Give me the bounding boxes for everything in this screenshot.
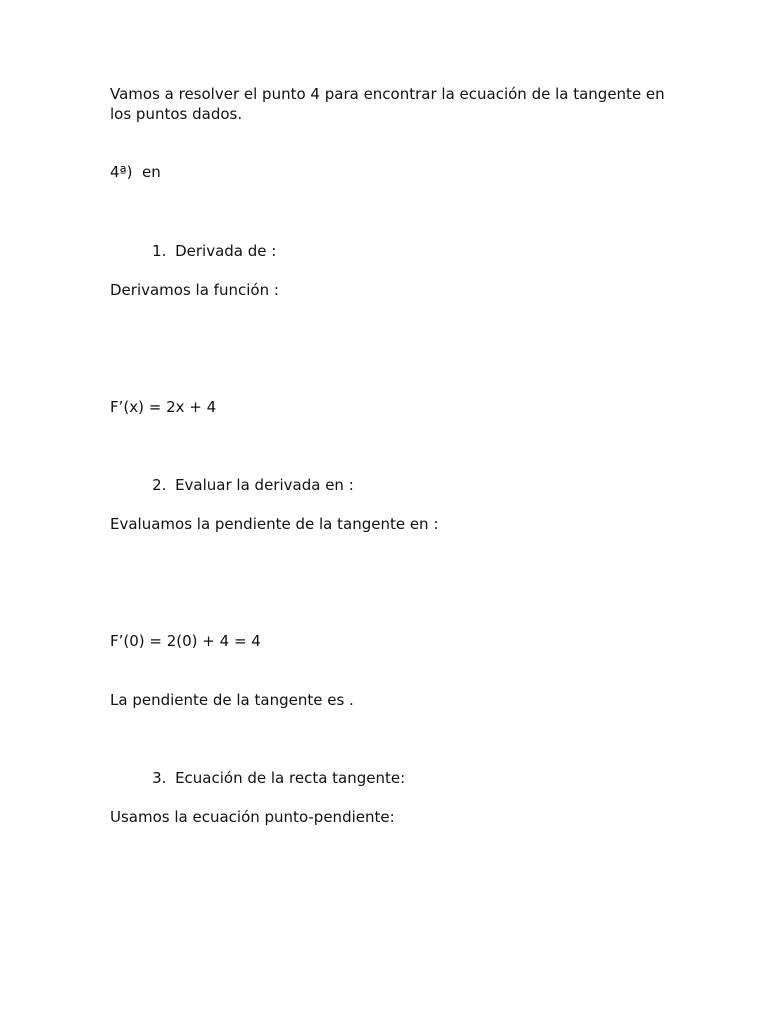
problem-label: 4ª) en [110,163,161,181]
step-2 [133,455,354,515]
step-2-text: Evaluar la derivada en : [175,476,354,494]
step-1-number: 1. [152,242,167,260]
intro-paragraph: Vamos a resolver el punto 4 para encontrar la ecuación de la tangente en los puntos dados. [110,85,670,123]
step-1-text: Derivada de : [175,242,277,260]
point-slope-paragraph: Usamos la ecuación punto-pendiente: [110,808,395,826]
slope-paragraph: La pendiente de la tangente es . [110,691,354,709]
evaluation-equation: F’(0) = 2(0) + 4 = 4 [110,632,261,650]
step-3-text: Ecuación de la recta tangente: [175,769,406,787]
derive-paragraph: Derivamos la función : [110,281,279,299]
step-2-number: 2. [152,476,167,494]
step-3-number: 3. [152,769,167,787]
evaluate-paragraph: Evaluamos la pendiente de la tangente en : [110,515,439,533]
derivative-equation: F’(x) = 2x + 4 [110,398,217,416]
step-1 [133,221,276,281]
step-3 [133,748,405,808]
